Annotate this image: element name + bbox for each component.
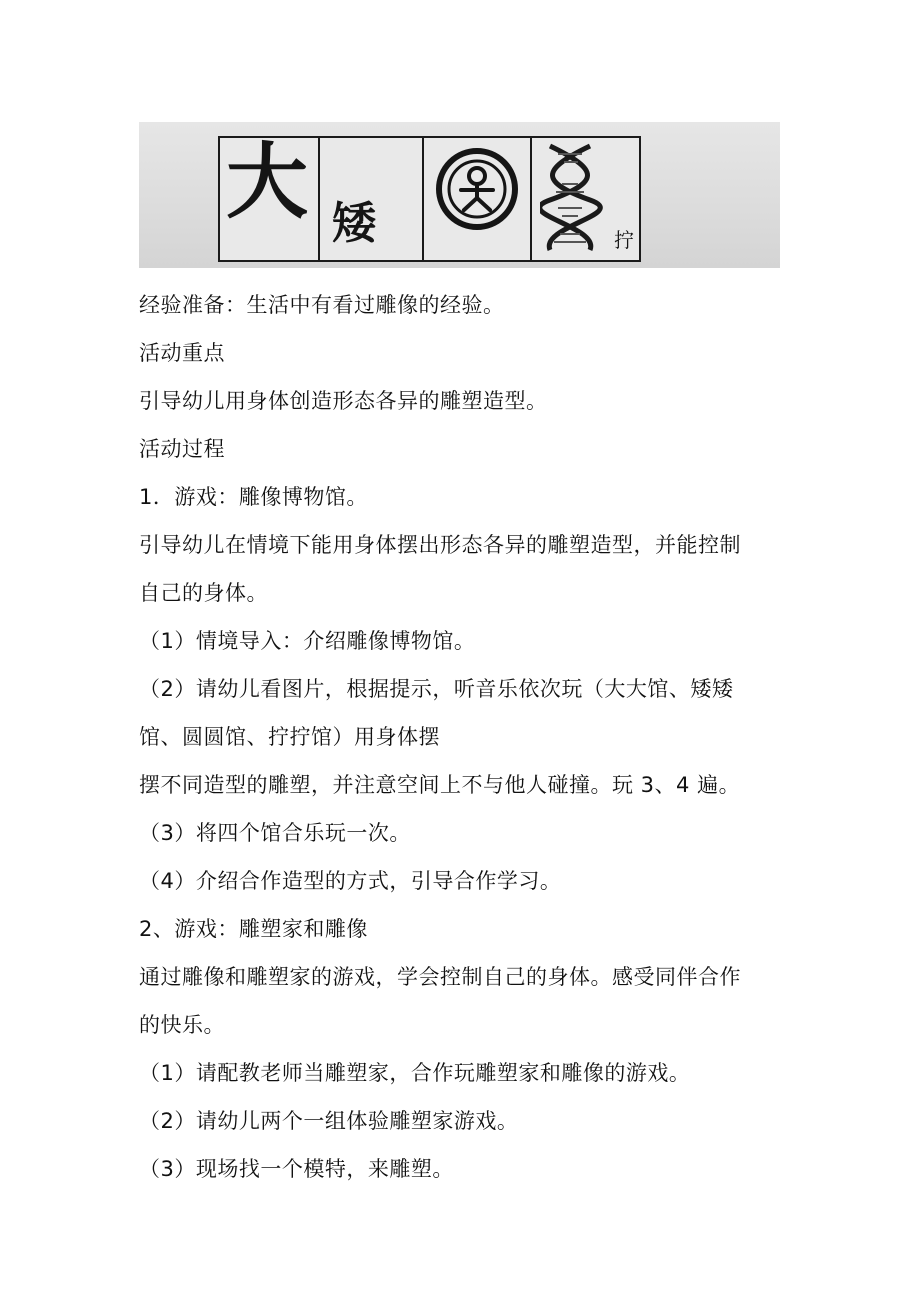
cell-twist xyxy=(532,138,639,260)
game1-step2-line1: （2）请幼儿看图片，根据提示，听音乐依次玩（大大馆、矮矮 xyxy=(139,677,734,701)
game2-step2: （2）请幼儿两个一组体验雕塑家游戏。 xyxy=(139,1109,519,1133)
sign-photo xyxy=(139,122,780,268)
dna-twist-icon xyxy=(540,142,610,254)
game1-goal-line2: 自己的身体。 xyxy=(139,581,268,605)
game1-goal-line1: 引导幼儿在情境下能用身体摆出形态各异的雕塑造型，并能控制 xyxy=(139,533,741,557)
game2-heading: 2、游戏：雕塑家和雕像 xyxy=(139,917,368,941)
twist-character: 拧 xyxy=(614,228,634,252)
game1-step4: （4）介绍合作造型的方式，引导合作学习。 xyxy=(139,869,562,893)
game2-step1: （1）请配教老师当雕塑家，合作玩雕塑家和雕像的游戏。 xyxy=(139,1061,691,1085)
big-character: 大 xyxy=(226,135,309,230)
focus-heading: 活动重点 xyxy=(139,341,225,365)
game2-step3: （3）现场找一个模特，来雕塑。 xyxy=(139,1157,454,1181)
round-figure-icon xyxy=(434,146,520,232)
process-heading: 活动过程 xyxy=(139,437,225,461)
game1-step2-line3: 摆不同造型的雕塑，并注意空间上不与他人碰撞。玩 3、4 遍。 xyxy=(139,773,741,797)
game2-goal-line2: 的快乐。 xyxy=(139,1013,225,1037)
game1-step3: （3）将四个馆合乐玩一次。 xyxy=(139,821,411,845)
short-character: 矮 xyxy=(332,198,376,249)
cell-round xyxy=(424,138,532,260)
game2-goal-line1: 通过雕像和雕塑家的游戏，学会控制自己的身体。感受同伴合作 xyxy=(139,965,741,989)
cell-short xyxy=(320,138,424,260)
prep-line: 经验准备：生活中有看过雕像的经验。 xyxy=(139,293,505,317)
game1-heading: 1．游戏：雕像博物馆。 xyxy=(139,485,368,509)
game1-step1: （1）情境导入：介绍雕像博物馆。 xyxy=(139,629,476,653)
cell-big xyxy=(220,135,320,260)
focus-line: 引导幼儿用身体创造形态各异的雕塑造型。 xyxy=(139,389,548,413)
game1-step2-line2: 馆、圆圆馆、拧拧馆）用身体摆 xyxy=(139,725,440,749)
sign-frame xyxy=(218,136,641,262)
